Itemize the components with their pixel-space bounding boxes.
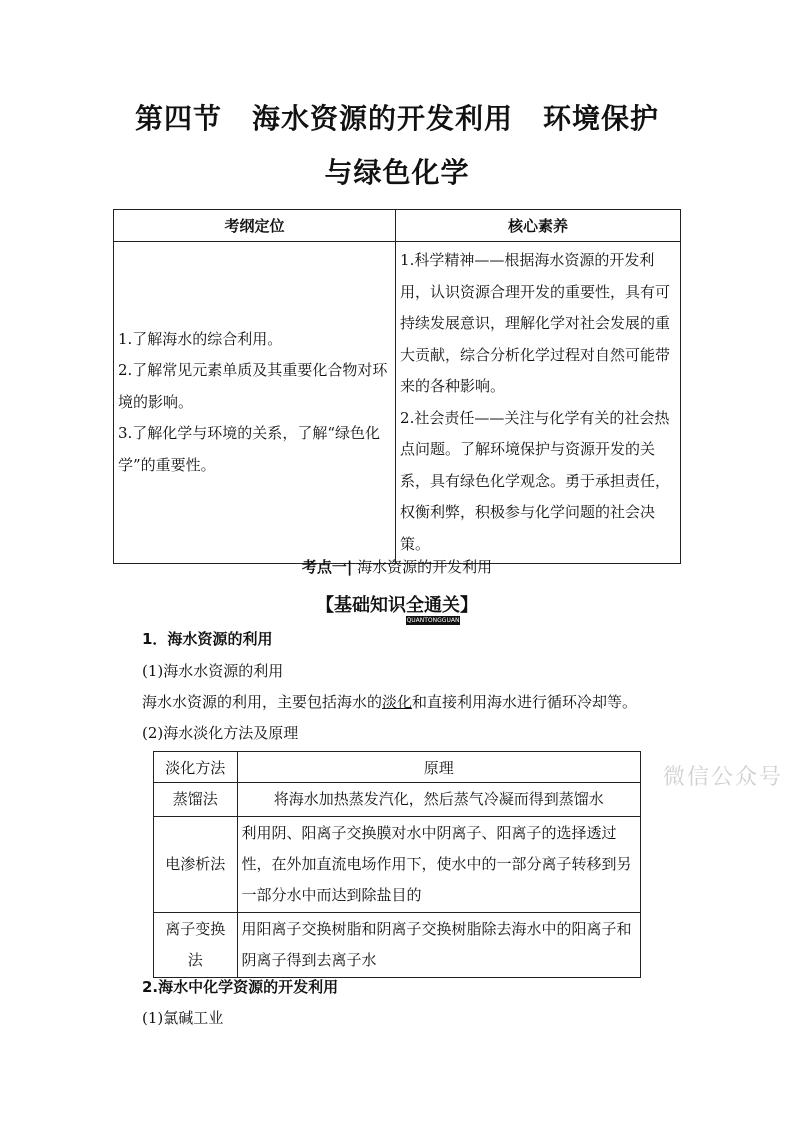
- syllabus-item: 3.了解化学与环境的关系，了解“绿色化学”的重要性。: [118, 424, 380, 474]
- table-row: [154, 913, 641, 978]
- topic-text: 海水资源的开发利用: [357, 558, 493, 576]
- desal-method: 蒸馏法: [154, 783, 238, 817]
- syllabus-right-cell: [396, 242, 681, 564]
- section1-sub1: (1)海水水资源的利用: [142, 662, 284, 680]
- desal-header-principle: 原理: [237, 752, 641, 783]
- badge-subtext: QUANTONGGUAN: [406, 617, 460, 624]
- desal-header-method: 淡化方法: [154, 752, 238, 783]
- section1-paragraph: [142, 691, 637, 712]
- syllabus-item: 2.了解常见元素单质及其重要化合物对环境的影响。: [118, 361, 388, 411]
- desal-principle: 用阳离子交换树脂和阴离子交换树脂除去海水中的阳离子和阴离子得到去离子水: [237, 913, 641, 978]
- quantongguan-badge: [406, 595, 460, 624]
- literacy-item: 2.社会责任——关注与化学有关的社会热点问题。了解环境保护与资源开发的关系，具有绿色化学观念。勇于承担责任，权衡利弊，积极参与化学问题的社会决策。: [400, 408, 671, 553]
- section-title: 海水资源的开发利用: [251, 102, 513, 135]
- desal-method: 电渗析法: [154, 817, 238, 913]
- syllabus-header-right: 核心素养: [396, 210, 681, 242]
- table-row: [154, 817, 641, 913]
- syllabus-header-left: 考纲定位: [114, 210, 396, 242]
- topic-label: 考点一|: [301, 558, 353, 576]
- section2-sub1: (1)氯碱工业: [142, 1009, 224, 1027]
- para-text: 海水水资源的利用，主要包括海水的: [142, 693, 383, 711]
- basic-knowledge-banner: [0, 591, 794, 624]
- banner-text: 【基础知识: [316, 595, 406, 616]
- banner-close: 】: [460, 595, 478, 616]
- underlined-term: 淡化: [382, 693, 413, 711]
- desal-principle: 将海水加热蒸发汽化，然后蒸气冷凝而得到蒸馏水: [237, 783, 641, 817]
- desalination-table: [153, 751, 641, 978]
- page-title-line1: [0, 97, 794, 137]
- para-text: 和直接利用海水进行循环冷却等。: [412, 693, 638, 711]
- syllabus-item: 1.了解海水的综合利用。: [118, 329, 283, 348]
- topic-heading: [0, 556, 794, 577]
- section1-heading: 1．海水资源的利用: [142, 630, 273, 648]
- desal-method: 离子变换法: [154, 913, 238, 978]
- section2-heading: 2.海水中化学资源的开发利用: [142, 978, 339, 996]
- watermark: 微信公众号: [663, 765, 784, 790]
- literacy-item: 1.科学精神——根据海水资源的开发利用，认识资源合理开发的重要性，具有可持续发展意识，理解化学对社会发展的重大贡献，综合分析化学过程对自然可能带来的各种影响。: [400, 251, 671, 395]
- syllabus-table: [113, 209, 681, 564]
- desal-principle: 利用阴、阳离子交换膜对水中阴离子、阳离子的选择透过性，在外加直流电场作用下，使水中的一部分离子转移到另一部分水中而达到除盐目的: [237, 817, 641, 913]
- table-row: [154, 783, 641, 817]
- section1-sub2: (2)海水淡化方法及原理: [142, 724, 299, 742]
- syllabus-left-cell: [114, 242, 396, 564]
- page-title-line2: 与绿色化学: [324, 156, 470, 189]
- section-title-cont: 环境保护: [543, 102, 660, 135]
- badge-text: 全通关: [406, 595, 460, 616]
- section-number: 第四节: [134, 102, 222, 135]
